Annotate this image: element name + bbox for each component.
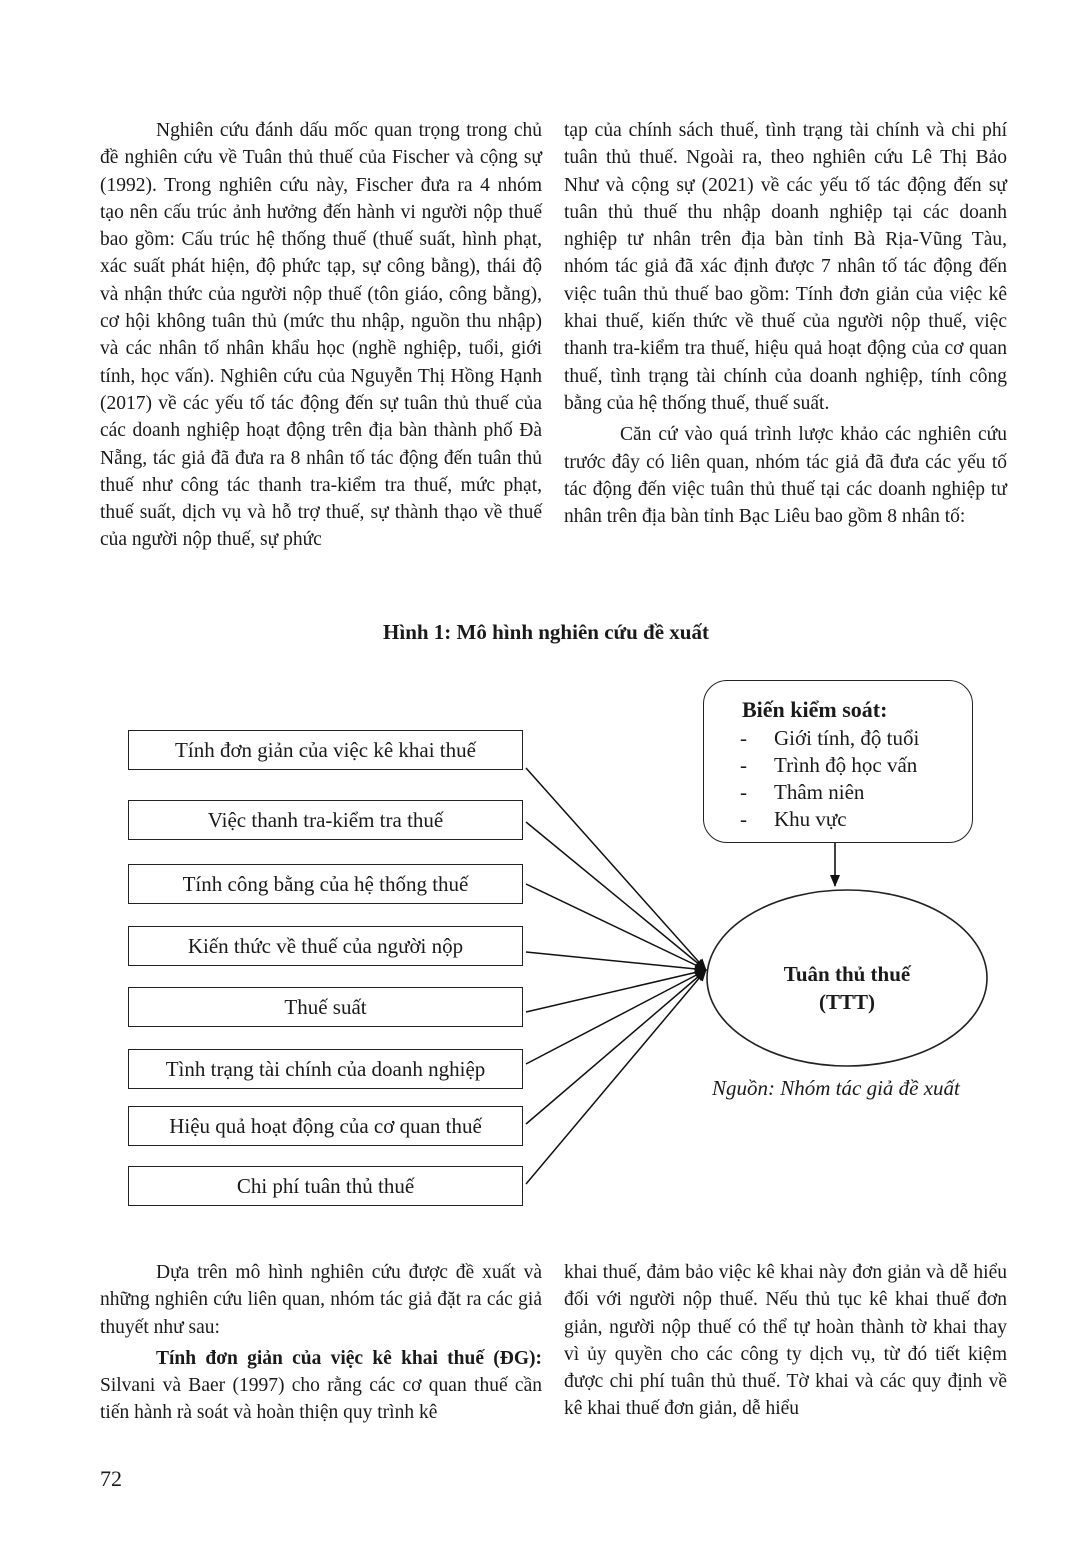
control-item: - Trình độ học vấn — [740, 753, 918, 777]
factor-box-fairness: Tính công bằng của hệ thống thuế — [128, 864, 523, 904]
factor-arrow — [526, 822, 706, 970]
factor-box-inspection: Việc thanh tra-kiểm tra thuế — [128, 800, 523, 840]
factor-arrows — [526, 768, 706, 1184]
paragraph: Căn cứ vào quá trình lược khảo các nghiên cứu trước đây có liên quan, nhóm tác giả đã đưa các yếu tố tác động đến việc tuân thủ thuế tại các doanh nghiệp tư nhân trên địa bàn tỉnh Bạc Liêu bao gồm 8 nhân tố: — [564, 424, 1007, 528]
paragraph: Tính đơn giản của việc kê khai thuế (ĐG): Silvani và Baer (1997) cho rằng các cơ quan thuế cần tiến hành rà soát và hoàn thiện quy trình kê — [100, 1347, 542, 1424]
factor-arrow — [526, 970, 706, 1124]
body-column-bottom-left — [100, 1259, 542, 1427]
figure-title: Hình 1: Mô hình nghiên cứu đề xuất — [383, 620, 709, 644]
control-variables-box — [703, 680, 973, 843]
factor-arrow — [526, 970, 706, 1184]
factor-arrow — [526, 768, 706, 970]
control-item: - Thâm niên — [740, 780, 865, 804]
factor-arrow — [526, 970, 706, 1012]
factor-arrow — [526, 970, 706, 1064]
factor-box-compliance-cost: Chi phí tuân thủ thuế — [128, 1166, 523, 1206]
paragraph: Dựa trên mô hình nghiên cứu được đề xuất và những nghiên cứu liên quan, nhóm tác giả đặt ra các giả thuyết như sau: — [100, 1262, 542, 1338]
paragraph: tạp của chính sách thuế, tình trạng tài chính và chi phí tuân thủ thuế. Ngoài ra, theo nghiên cứu Lê Thị Bảo Như và cộng sự (2021) về các yếu tố tác động đến sự tuân thủ thuế thu nhập doanh nghiệp tại các doanh nghiệp tư nhân trên địa bàn tỉnh Bà Rịa-Vũng Tàu, nhóm tác giả đã xác định được 7 nhân tố tác động đến việc tuân thủ thuế bao gồm: Tính đơn giản của việc kê khai thuế, kiến thức về thuế của người nộp thuế, việc thanh tra-kiểm tra thuế, hiệu quả hoạt động của cơ quan thuế, tình trạng tài chính của doanh nghiệp, tính công bằng của hệ thống thuế, thuế suất. — [564, 120, 1007, 414]
paragraph: Nghiên cứu đánh dấu mốc quan trọng trong chủ đề nghiên cứu về Tuân thủ thuế của Fischer và cộng sự (1992). Trong nghiên cứu này, Fischer đưa ra 4 nhóm tạo nên cấu trúc ảnh hưởng đến hành vi người nộp thuế bao gồm: Cấu trúc hệ thống thuế (thuế suất, hình phạt, xác suất phát hiện, độ phức tạp, sự công bằng), thái độ và nhận thức của người nộp thuế (tôn giáo, công bằng), cơ hội không tuân thủ (mức thu nhập, nguồn thu nhập) và các nhân tố nhân khẩu học (nghề nghiệp, tuổi, giới tính, học vấn). Nghiên cứu của Nguyễn Thị Hồng Hạnh (2017) về các yếu tố tác động đến sự tuân thủ thuế của các doanh nghiệp hoạt động trên địa bàn thành phố Đà Nẵng, tác giả đã đưa ra 8 nhân tố tác động đến tuân thủ thuế như công tác thanh tra-kiểm tra thuế, mức phạt, thuế suất, dịch vụ và hỗ trợ thuế, sự thành thạo về thuế của người nộp thuế, sự phức — [100, 120, 542, 551]
factor-box-tax-office-efficiency: Hiệu quả hoạt động của cơ quan thuế — [128, 1106, 523, 1146]
outcome-label: Tuân thủ thuế (TTT) — [783, 962, 911, 1014]
control-item: - Khu vực — [740, 807, 847, 831]
factor-arrow — [526, 952, 706, 970]
factor-box-financial-status: Tình trạng tài chính của doanh nghiệp — [128, 1049, 523, 1089]
page-number: 72 — [100, 1466, 122, 1491]
figure-source: Nguồn: Nhóm tác giả đề xuất — [712, 1076, 960, 1100]
control-item: - Giới tính, độ tuổi — [740, 726, 920, 750]
hypothesis-heading: Tính đơn giản của việc kê khai thuế (ĐG): — [156, 1347, 542, 1369]
factor-box-knowledge: Kiến thức về thuế của người nộp — [128, 926, 523, 966]
control-variables-title: Biến kiểm soát: — [742, 697, 888, 722]
factor-box-tax-rate: Thuế suất — [128, 987, 523, 1027]
factor-box-simplicity: Tính đơn giản của việc kê khai thuế — [128, 730, 523, 770]
body-column-bottom-right — [564, 1259, 1007, 1423]
paragraph: khai thuế, đảm bảo việc kê khai này đơn giản và dễ hiểu đối với người nộp thuế. Nếu thủ tục kê khai thuế đơn giản, người nộp thuế có thể tự hoàn thành tờ khai thay vì ủy quyền cho các công ty dịch vụ, từ đó tiết kiệm được chi phí tuân thủ thuế. Tờ khai và các quy định về kê khai thuế đơn giản, dễ hiểu — [564, 1262, 1007, 1420]
